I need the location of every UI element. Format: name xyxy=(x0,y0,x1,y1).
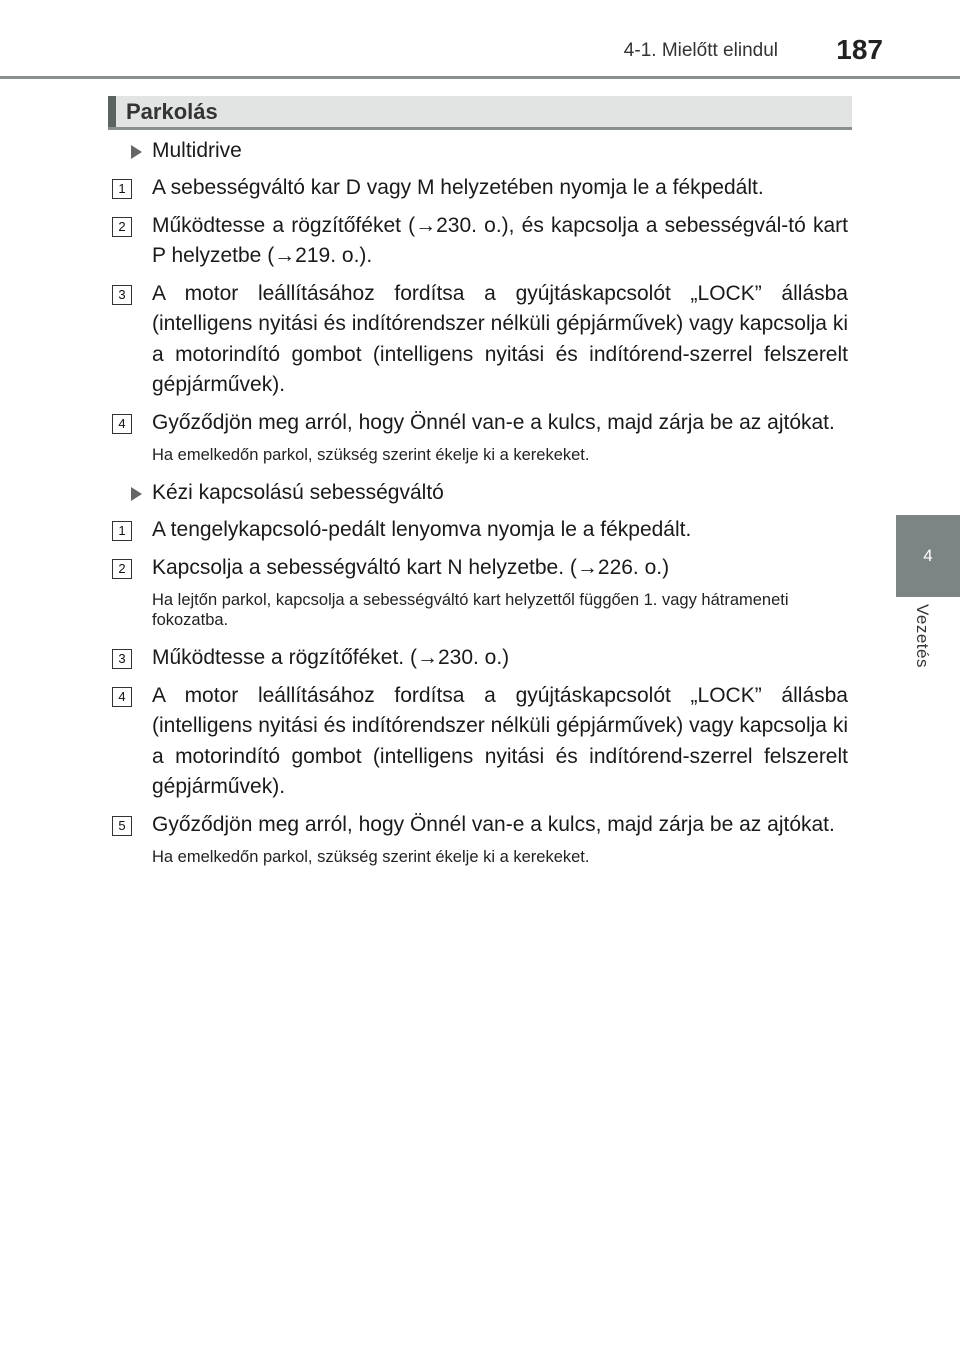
step-text: A motor leállításához fordítsa a gyújtáskapcsolót „LOCK” állásba (intelligens nyitási és indítórendszer nélküli gépjárművek) vagy kapcsolja ki a motorindító gombot (intelligens nyitási és indítórend-szerrel felszerelt gépjárművek). xyxy=(152,683,848,798)
page-content xyxy=(112,136,848,880)
step-number: 1 xyxy=(112,521,132,541)
chapter-tab[interactable] xyxy=(896,515,960,597)
step-number: 2 xyxy=(112,217,132,237)
step-number: 5 xyxy=(112,816,132,836)
multidrive-note: Ha emelkedőn parkol, szükség szerint ékelje ki a kerekeket. xyxy=(152,446,590,464)
triangle-bullet-icon xyxy=(131,487,142,501)
multidrive-step-3 xyxy=(112,279,848,401)
multidrive-step-2 xyxy=(112,211,848,272)
chapter-tab-number: 4 xyxy=(923,546,933,565)
manual-step-3 xyxy=(112,643,848,674)
step-number: 3 xyxy=(112,649,132,669)
step-text: A sebességváltó kar D vagy M helyzetében nyomja le a fékpedált. xyxy=(152,176,764,199)
step-text: Működtesse a rögzítőféket. (→230. o.) xyxy=(152,646,510,669)
section-title: Parkolás xyxy=(126,99,218,124)
step-number: 2 xyxy=(112,559,132,579)
manual-note-slope: Ha lejtőn parkol, kapcsolja a sebességváltó kart helyzettől függően 1. vagy hátrameneti fokozatba. xyxy=(152,591,789,629)
step-number: 4 xyxy=(112,414,132,434)
multidrive-heading xyxy=(112,136,848,166)
manual-heading xyxy=(112,478,848,508)
step-number: 3 xyxy=(112,285,132,305)
step-text: Működtesse a rögzítőféket (→230. o.), és kapcsolja a sebességvál-tó kart P helyzetbe (→219. o.). xyxy=(152,213,848,267)
step-text: A tengelykapcsoló-pedált lenyomva nyomja le a fékpedált. xyxy=(152,518,692,541)
section-title-bar xyxy=(108,96,852,130)
page-number: 187 xyxy=(836,34,883,65)
manual-heading-text: Kézi kapcsolású sebességváltó xyxy=(152,481,444,504)
step-text: A motor leállításához fordítsa a gyújtáskapcsolót „LOCK” állásba (intelligens nyitási és indítórendszer nélküli gépjárművek) vagy kapcsolja ki a motorindító gombot (intelligens nyitási és indítórend-szerrel felszerelt gépjárművek). xyxy=(152,281,848,396)
step-text: Kapcsolja a sebességváltó kart N helyzetbe. (→226. o.) xyxy=(152,555,670,579)
header-rule xyxy=(0,76,960,79)
chapter-heading: 4-1. Mielőtt elindul xyxy=(623,40,778,61)
manual-step-4 xyxy=(112,681,848,803)
manual-step-1 xyxy=(112,515,848,546)
multidrive-step-1 xyxy=(112,173,848,204)
manual-step-2 xyxy=(112,553,848,584)
chapter-tab-label: Vezetés xyxy=(913,604,932,668)
step-number: 1 xyxy=(112,179,132,199)
multidrive-step-4 xyxy=(112,408,848,439)
step-text: Győződjön meg arról, hogy Önnél van-e a kulcs, majd zárja be az ajtókat. xyxy=(152,410,835,434)
multidrive-heading-text: Multidrive xyxy=(152,139,242,162)
step-text: Győződjön meg arról, hogy Önnél van-e a kulcs, majd zárja be az ajtókat. xyxy=(152,812,835,836)
step-number: 4 xyxy=(112,687,132,707)
section-accent xyxy=(108,96,116,127)
manual-step-5 xyxy=(112,810,848,841)
triangle-bullet-icon xyxy=(131,145,142,159)
manual-note-end: Ha emelkedőn parkol, szükség szerint ékelje ki a kerekeket. xyxy=(152,848,590,866)
